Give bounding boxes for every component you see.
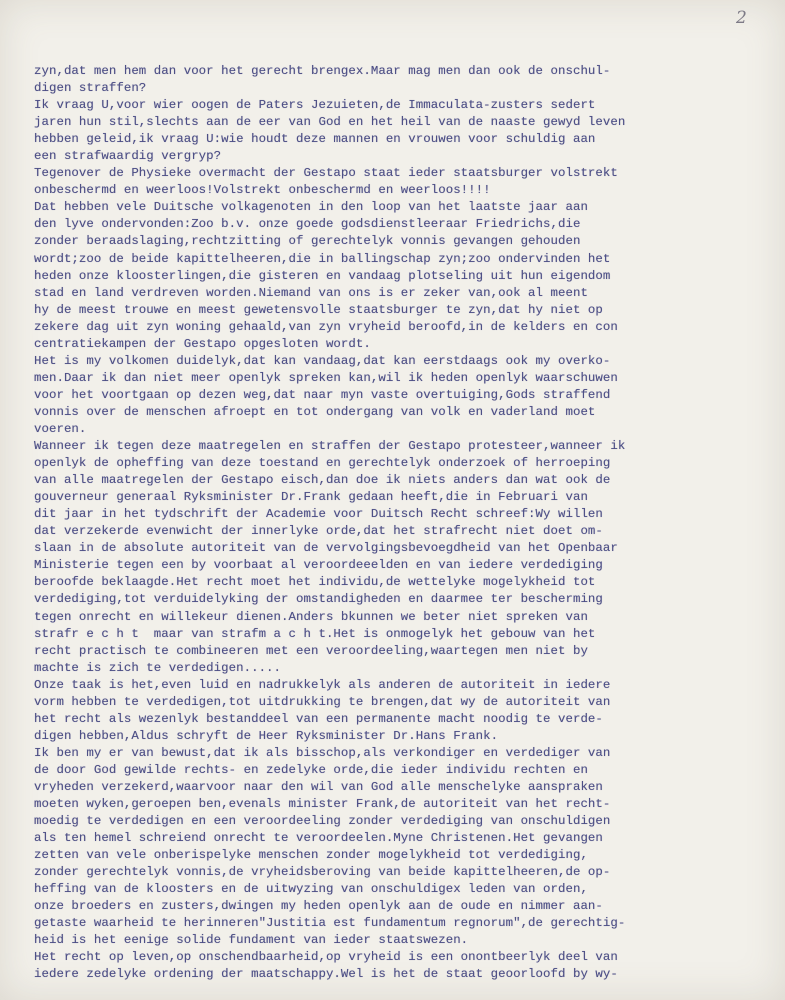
text-line: hebben geleid,ik vraag U:wie houdt deze mannen en vrouwen voor schuldig aan <box>34 132 596 147</box>
text-line: zonder beraadslaging,rechtzitting of gerechtelyk vonnis gevangen gehouden <box>34 234 581 249</box>
text-line: Wanneer ik tegen deze maatregelen en straffen der Gestapo protesteer,wanneer ik <box>34 439 626 454</box>
text-line: als ten hemel schreiend onrecht te veroordeelen.Myne Christenen.Het gevangen <box>34 831 603 846</box>
text-line: voeren. <box>34 421 87 436</box>
text-line: het recht als wezenlyk bestanddeel van een permanente macht noodig te verde- <box>34 711 603 726</box>
text-line: Onze taak is het,even luid en nadrukkelyk als anderen de autoriteit in iedere <box>34 677 611 692</box>
text-line: recht practisch te combineeren met een veroordeeling,waartegen men niet by <box>34 643 588 658</box>
text-line: machte is zich te verdedigen..... <box>34 660 282 675</box>
text-line: zonder gerechtelyk vonnis,de vryheidsberoving van beide kapittelheeren,de op- <box>34 865 611 880</box>
text-line: den lyve ondervonden:Zoo b.v. onze goede godsdienstleeraar Friedrichs,die <box>34 217 581 232</box>
text-line: openlyk de opheffing van deze toestand en gerechtelyk onderzoek of herroeping <box>34 456 611 471</box>
text-line: gouverneur generaal Ryksminister Dr.Frank gedaan heeft,die in Februari van <box>34 490 588 505</box>
text-line: men.Daar ik dan niet meer openlyk spreken kan,wil ik heden openlyk waarschuwen <box>34 370 618 385</box>
text-line: stad en land verdreven worden.Niemand van ons is er zeker van,ook al meent <box>34 285 588 300</box>
text-line: jaren hun stil,slechts aan de eer van God en het heil van de naaste gewyd leven <box>34 115 626 130</box>
text-line: tegen onrecht en willekeur dienen.Anders bkunnen we beter niet spreken van <box>34 609 588 624</box>
text-line: vorm hebben te verdedigen,tot uitdrukking te brengen,dat wy de autoriteit van <box>34 694 611 709</box>
text-line: onze broeders en zusters,dwingen my heden openlyk aan de oude en nimmer aan- <box>34 899 603 914</box>
text-line: vryheden verzekerd,waarvoor naar den wil van God alle menschelyke aanspraken <box>34 779 603 794</box>
text-line: dit jaar in het tydschrift der Academie voor Duitsch Recht schreef:Wy willen <box>34 507 603 522</box>
text-line: onbeschermd en weerloos!Volstrekt onbeschermd en weerloos!!!! <box>34 183 491 198</box>
text-line: heden onze kloosterlingen,die gisteren en vandaag plotseling uit hun eigendom <box>34 268 611 283</box>
text-line: dat verzekerde evenwicht der innerlyke orde,dat het strafrecht niet doet om- <box>34 524 603 539</box>
text-line: heid is het eenige solide fundament van ieder staatswezen. <box>34 933 469 948</box>
text-line: hy de meest trouwe en meest gewetensvolle staatsburger te zyn,dat hy niet op <box>34 302 603 317</box>
text-line: Het is my volkomen duidelyk,dat kan vandaag,dat kan eerstdaags ook my overko- <box>34 353 611 368</box>
text-line: slaan in de absolute autoriteit van de vervolgingsbevoegdheid van het Openbaar <box>34 541 618 556</box>
page-number: 2 <box>736 8 747 28</box>
text-line: heffing van de kloosters en de uitwyzing van onschuldigex leden van orden, <box>34 882 588 897</box>
text-line: Tegenover de Physieke overmacht der Gestapo staat ieder staatsburger volstrekt <box>34 166 618 181</box>
text-line: digen hebben,Aldus schryft de Heer Ryksminister Dr.Hans Frank. <box>34 728 499 743</box>
text-line: Ministerie tegen een by voorbaat al veroordeeelden en van iedere verdediging <box>34 558 603 573</box>
text-line: Het recht op leven,op onschendbaarheid,op vryheid is een onontbeerlyk deel van <box>34 950 618 965</box>
text-line: zetten van vele onberispelyke menschen zonder mogelykheid tot verdediging, <box>34 848 588 863</box>
text-line: de door God gewilde rechts- en zedelyke orde,die ieder individu rechten en <box>34 762 588 777</box>
text-line: wordt;zoo de beide kapittelheeren,die in ballingschap zyn;zoo ondervinden het <box>34 251 611 266</box>
text-line: centratiekampen der Gestapo opgesloten wordt. <box>34 336 371 351</box>
text-line: digen straffen? <box>34 81 147 96</box>
text-line: vonnis over de menschen afroept en tot ondergang van volk en vaderland moet <box>34 404 596 419</box>
text-line: voor het voortgaan op dezen weg,dat naar myn vaste overtuiging,Gods straffend <box>34 387 611 402</box>
text-line: moedig te verdedigen en een veroordeeling zonder verdediging van onschuldigen <box>34 814 611 829</box>
typed-text-body <box>34 63 779 984</box>
text-line: zekere dag uit zyn woning gehaald,van zyn vryheid beroofd,in de kelders en con <box>34 319 618 334</box>
text-line: strafr e c h t maar van strafm a c h t.Het is onmogelyk het gebouw van het <box>34 626 596 641</box>
text-line: verdediging,tot verduidelyking der omstandigheden en daarmee ter bescherming <box>34 592 603 607</box>
text-line: Ik vraag U,voor wier oogen de Paters Jezuieten,de Immaculata-zusters sedert <box>34 98 596 113</box>
text-line: moeten wyken,geroepen ben,evenals minister Frank,de autoriteit van het recht- <box>34 797 611 812</box>
text-line: van alle maatregelen der Gestapo eisch,dan doe ik niets anders dan wat ook de <box>34 473 611 488</box>
text-line: Dat hebben vele Duitsche volkagenoten in den loop van het laatste jaar aan <box>34 200 588 215</box>
text-line: getaste waarheid te herinneren"Justitia est fundamentum regnorum",de gerechtig- <box>34 916 626 931</box>
text-line: beroofde beklaagde.Het recht moet het individu,de wettelyke mogelykheid tot <box>34 575 596 590</box>
text-line: zyn,dat men hem dan voor het gerecht brengex.Maar mag men dan ook de onschul- <box>34 64 611 78</box>
text-line: Ik ben my er van bewust,dat ik als bisschop,als verkondiger en verdediger van <box>34 745 611 760</box>
text-line: iedere zedelyke ordening der maatschappy.Wel is het de staat geoorloofd by wy- <box>34 967 618 982</box>
text-line: een strafwaardig vergryp? <box>34 149 222 164</box>
